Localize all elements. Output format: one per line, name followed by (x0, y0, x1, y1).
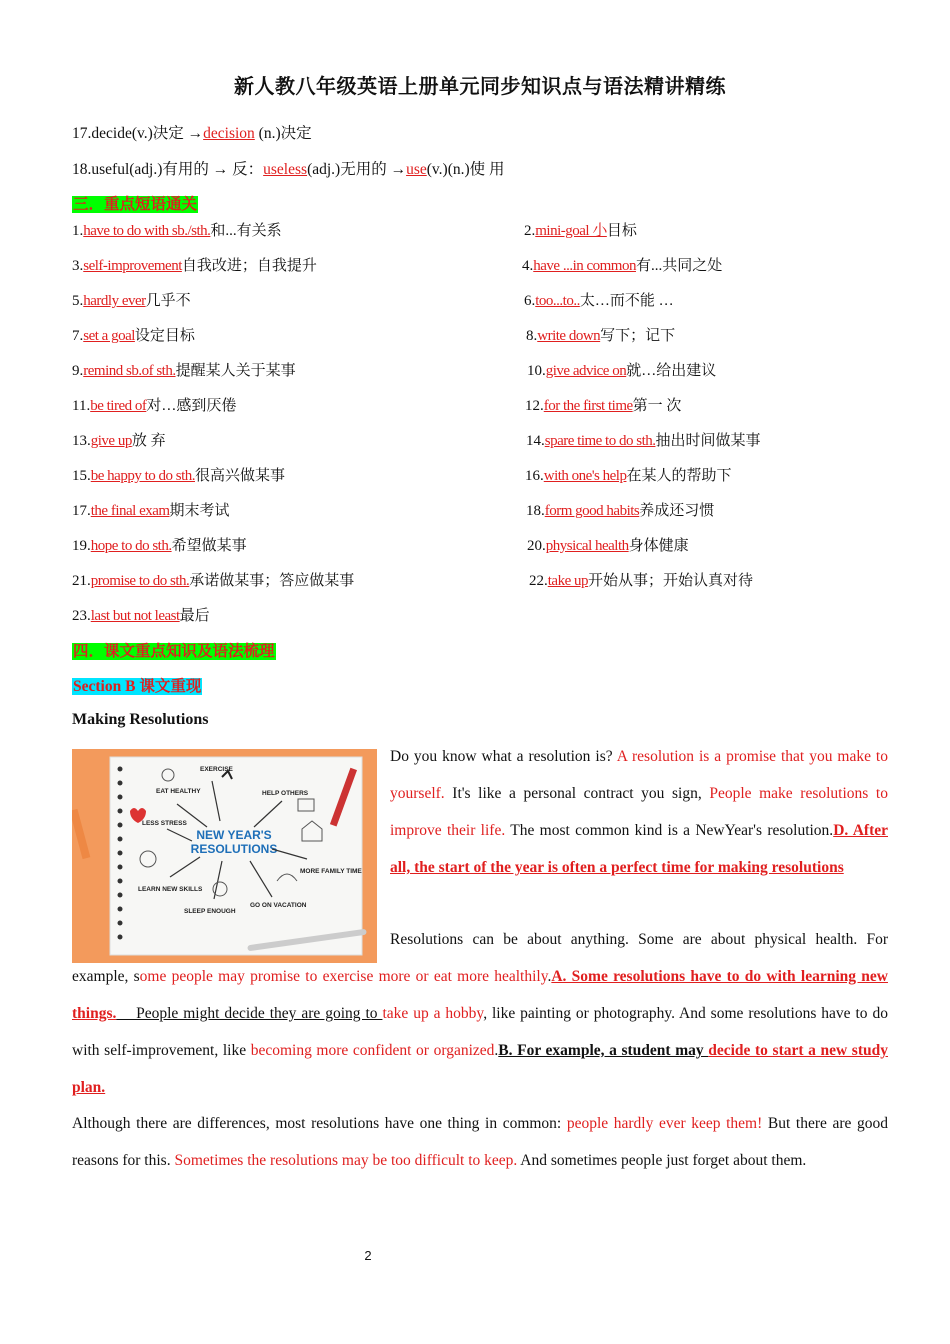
vocab-item-17: 17.decide(v.)决定 →decision (n.)决定 (72, 125, 312, 142)
page-number: 2 (364, 1248, 372, 1263)
phrase-number: 15. (72, 468, 91, 484)
phrase-item (72, 500, 230, 522)
phrase-item (524, 220, 637, 242)
phrase-item (527, 360, 716, 382)
phrase-chinese: 太…而不能 … (579, 293, 674, 309)
phrase-item (526, 500, 714, 522)
phrase-item (72, 255, 317, 277)
phrase-chinese: 抽出时间做某事 (655, 433, 761, 449)
phrase-item (524, 290, 674, 312)
phrase-number: 23. (72, 608, 91, 624)
phrase-chinese: 很高兴做某事 (195, 468, 286, 484)
phrase-english: physical health (545, 538, 629, 554)
phrase-english: be happy to do sth. (90, 468, 195, 484)
section-b-heading: Section B 课文重现 (73, 678, 202, 695)
phrase-number: 1. (72, 223, 84, 239)
phrase-item (529, 570, 753, 592)
phrase-number: 21. (72, 573, 91, 589)
image-label-eat-healthy: EAT HEALTHY (156, 788, 201, 795)
section-3-heading: 三．重点短语通关 (73, 196, 198, 213)
phrase-item (526, 430, 761, 452)
phrase-item (72, 430, 166, 452)
phrase-english: have ...in common (533, 258, 636, 274)
phrase-chinese: 自我改进；自我提升 (181, 258, 317, 274)
page-title: 新人教八年级英语上册单元同步知识点与语法精讲精练 (234, 74, 726, 98)
phrase-item (525, 465, 731, 487)
article-paragraph-2: example, some people may promise to exercise more or eat more healthily.A. Some resolutions have to do with learning new things. People might decide they are going to take up a hobby, like painting or photography. And some resolutions have to do with self-improvement, like becoming more confident or organized.B. For example, a student may decide to start a new study plan. (72, 968, 888, 1096)
image-label-more-family-time: MORE FAMILY TIME (300, 868, 362, 875)
article-title: Making Resolutions (72, 711, 209, 728)
phrase-chinese: 提醒某人关于某事 (175, 363, 296, 379)
image-label-sleep-enough: SLEEP ENOUGH (184, 908, 236, 915)
phrase-number: 22. (529, 573, 548, 589)
phrase-chinese: 目标 (606, 223, 637, 239)
phrase-chinese: 放 弃 (131, 433, 166, 449)
article-paragraph-3: Although there are differences, most resolutions have one thing in common: people hardly ever keep them! But there are good reasons for this. Sometimes the resolutions may be too difficult to keep. And sometimes people just forget about them. (72, 1115, 889, 1169)
phrase-number: 7. (72, 328, 84, 344)
phrase-english: set a goal (83, 328, 135, 344)
phrase-chinese: 写下；记下 (600, 328, 676, 344)
phrase-chinese: 几乎不 (145, 293, 191, 309)
phrase-item (527, 535, 689, 557)
phrase-english: last but not least (90, 608, 180, 624)
phrase-english: promise to do sth. (90, 573, 190, 589)
phrase-number: 8. (526, 328, 538, 344)
phrase-chinese: 和...有关系 (210, 223, 282, 239)
phrase-number: 16. (525, 468, 544, 484)
phrase-item (526, 325, 675, 347)
phrase-chinese: 希望做某事 (171, 538, 247, 554)
phrase-english: mini-goal 小 (535, 223, 607, 239)
phrase-chinese: 最后 (179, 608, 210, 624)
phrase-english: take up (547, 573, 588, 589)
phrase-item (72, 465, 285, 487)
phrase-english: the final exam (90, 503, 170, 519)
section-4-heading: 四．课文重点知识及语法梳理 (73, 643, 275, 660)
phrase-english: give up (90, 433, 132, 449)
image-label-learn-new-skills: LEARN NEW SKILLS (138, 886, 203, 893)
phrase-number: 17. (72, 503, 91, 519)
phrase-item (72, 605, 210, 627)
phrase-chinese: 就…给出建议 (626, 363, 717, 379)
article-paragraph-2-start: Resolutions can be about anything. Some are about physical health. For (390, 931, 888, 948)
phrase-english: hope to do sth. (90, 538, 172, 554)
phrase-chinese: 对…感到厌倦 (146, 398, 237, 414)
document-page (72, 0, 888, 1344)
new-years-resolutions-image (72, 749, 377, 963)
phrase-item (525, 395, 681, 417)
phrase-chinese: 第一 次 (632, 398, 682, 414)
phrase-number: 11. (72, 398, 91, 414)
phrase-english: be tired of (90, 398, 147, 414)
phrase-number: 14. (526, 433, 545, 449)
phrase-number: 13. (72, 433, 91, 449)
phrase-number: 20. (527, 538, 546, 554)
phrase-chinese: 期末考试 (169, 503, 230, 519)
phrase-english: have to do with sb./sth. (83, 223, 211, 239)
phrase-item (522, 255, 722, 277)
phrase-number: 12. (525, 398, 544, 414)
phrase-number: 10. (527, 363, 546, 379)
phrase-chinese: 养成还习惯 (639, 503, 715, 519)
phrase-english: hardly ever (83, 293, 146, 309)
image-center-text-2: RESOLUTIONS (190, 842, 278, 856)
phrase-chinese: 承诺做某事；答应做某事 (189, 573, 355, 589)
phrase-number: 3. (72, 258, 84, 274)
phrase-item (72, 325, 195, 347)
phrase-item (72, 360, 296, 382)
resolutions-illustration (72, 749, 377, 963)
phrase-number: 5. (72, 293, 84, 309)
phrase-chinese: 开始从事；开始认真对待 (587, 573, 753, 589)
phrase-number: 9. (72, 363, 84, 379)
phrase-chinese: 有...共同之处 (635, 258, 723, 274)
phrase-chinese: 在某人的帮助下 (626, 468, 732, 484)
phrase-item (72, 395, 236, 417)
phrase-item (72, 570, 354, 592)
phrase-chinese: 设定目标 (134, 328, 195, 344)
phrase-english: form good habits (544, 503, 640, 519)
image-label-go-on-vacation: GO ON VACATION (250, 902, 307, 909)
image-label-less-stress: LESS STRESS (142, 820, 187, 827)
phrase-item (72, 290, 191, 312)
phrase-english: write down (537, 328, 601, 344)
image-center-text-1: NEW YEAR'S (196, 828, 272, 842)
phrase-english: spare time to do sth. (544, 433, 656, 449)
phrase-number: 6. (524, 293, 536, 309)
phrase-english: give advice on (545, 363, 627, 379)
phrase-number: 2. (524, 223, 536, 239)
image-label-help-others: HELP OTHERS (262, 790, 309, 797)
phrase-english: too...to.. (535, 293, 580, 309)
phrase-number: 18. (526, 503, 545, 519)
phrase-english: for the first time (543, 398, 633, 414)
phrase-chinese: 身体健康 (628, 538, 689, 554)
phrase-english: with one's help (543, 468, 627, 484)
phrase-number: 4. (522, 258, 534, 274)
phrase-number: 19. (72, 538, 91, 554)
phrase-english: self-improvement (83, 258, 182, 274)
article-paragraph-1: Do you know what a resolution is? A resolution is a promise that you make to yourself. It's like a personal contract you sign, People make resolutions to improve their life. The most common kind is a NewYear's resolution.D. After all, the start of the year is often a perfect time for making resolutions (390, 748, 888, 876)
phrase-item (72, 220, 282, 242)
phrase-english: remind sb.of sth. (83, 363, 176, 379)
vocab-item-18: 18.useful(adj.)有用的 → 反：useless(adj.)无用的 →use(v.)(n.)使 用 (72, 161, 505, 178)
phrase-item (72, 535, 247, 557)
image-label-exercise: EXERCISE (200, 766, 233, 773)
